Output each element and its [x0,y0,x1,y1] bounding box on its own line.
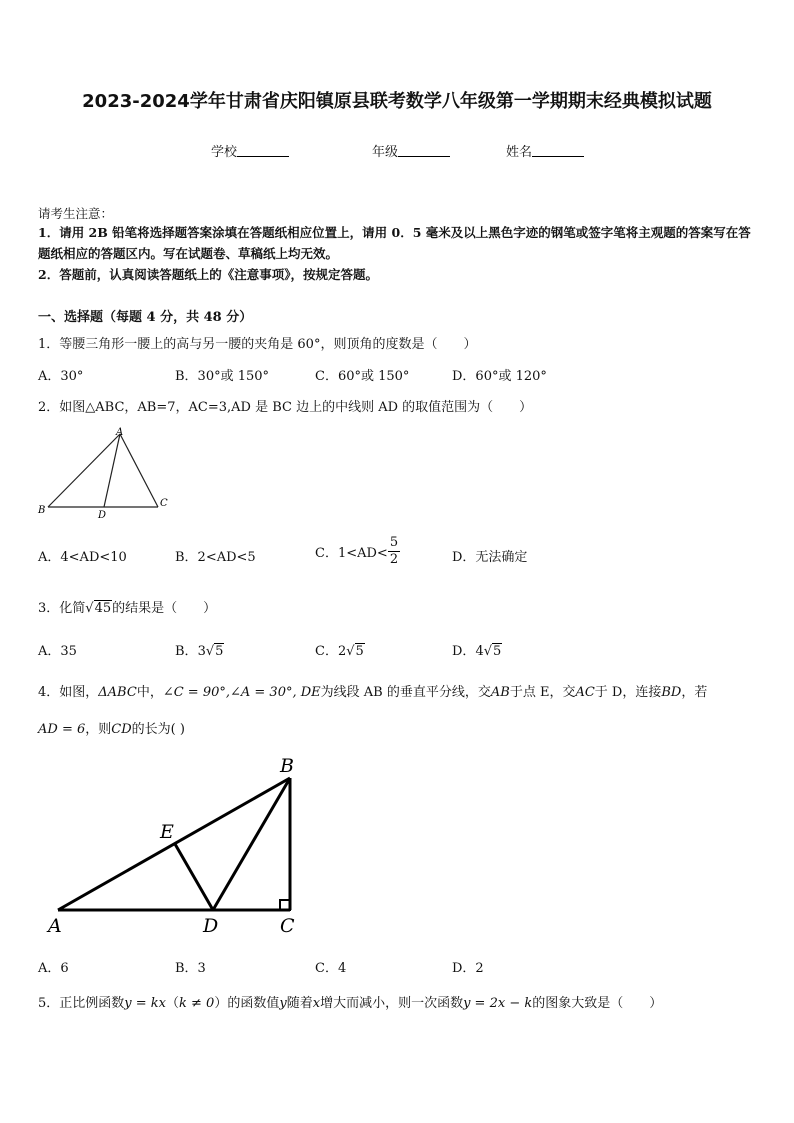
text: 中， [136,685,163,700]
name-field[interactable] [506,141,584,160]
math: y [279,996,287,1011]
q2-option-c-text: C．1<AD< [315,546,388,561]
coefficient: 2 [337,644,347,659]
section-heading: 一、选择题（每题 4 分，共 48 分） [38,310,253,325]
school-label: 学校 [211,145,238,160]
label-c: C [280,915,295,937]
q4-option-b[interactable]: B．3 [175,961,206,976]
question-1-stem: 1．等腰三角形一腰上的高与另一腰的夹角是 60°，则顶角的度数是（ ） [38,337,477,352]
q4-option-c[interactable]: C．4 [315,961,347,976]
text: 为线段 AB 的垂直平分线，交 [320,685,491,700]
grade-blank[interactable] [398,144,450,157]
sqrt-expression: √5 [483,644,502,659]
coefficient: 3 [197,644,206,659]
q2-option-c[interactable] [315,535,400,568]
q3-option-a[interactable]: A．35 [38,644,77,659]
option-label: C． [315,644,338,659]
grade-field[interactable] [372,141,450,160]
option-label: B． [175,644,198,659]
text: ）的函数值 [214,996,280,1011]
question-4-line-2 [38,718,185,737]
text: 的图象大致是（ ） [532,996,663,1011]
math: AB [490,685,510,700]
q2-option-d[interactable]: D．无法确定 [452,550,528,565]
q4-option-a[interactable]: A．6 [38,961,69,976]
name-label: 姓名 [506,145,533,160]
text: ，则 [85,722,112,737]
text: 于点 E，交 [509,685,576,700]
segment-ab [48,434,120,507]
segment-ac [120,434,158,507]
segment-de [175,844,213,910]
text: ，若 [681,685,708,700]
segment-ad [104,434,120,507]
math: ∠C = 90°,∠A = 30°, DE [162,685,321,700]
label-e: E [160,821,174,843]
q3-option-d[interactable] [452,640,502,659]
math: ΔABC [98,685,137,700]
page-title: 2023-2024学年甘肃省庆阳镇原县联考数学八年级第一学期期末经典模拟试题 [82,91,712,112]
q4-triangle-figure [40,750,320,945]
notice-heading: 请考生注意： [38,206,114,221]
text: 的长为( ) [131,722,185,737]
text: 增大而减小，则一次函数 [320,996,464,1011]
q1-option-d[interactable]: D．60°或 120° [452,369,547,384]
math: y = kx [124,996,166,1011]
q2-option-b[interactable]: B．2<AD<5 [175,550,256,565]
coefficient: 4 [475,644,484,659]
text: 4．如图， [38,685,99,700]
q2-triangle-figure [34,424,184,524]
grade-label: 年级 [372,145,399,160]
text: 于 D，连接 [594,685,662,700]
radicand: 5 [355,644,364,659]
q1-option-a[interactable]: A．30° [38,369,84,384]
math: BD [661,685,682,700]
math: CD [111,722,132,737]
name-blank[interactable] [532,144,584,157]
q3-stem-suffix: 的结果是（ ） [112,601,217,616]
q1-option-b[interactable]: B．30°或 150° [175,369,270,384]
q2-option-a[interactable]: A．4<AD<10 [38,550,127,565]
text: 5．正比例函数 [38,996,125,1011]
sqrt-expression: √45 [85,601,112,616]
question-5-stem [38,992,662,1011]
fraction [388,535,400,568]
question-4-line-1 [38,681,707,700]
math: k ≠ 0 [179,996,215,1011]
question-2-stem: 2．如图△ABC，AB=7，AC=3,AD 是 BC 边上的中线则 AD 的取值范围为（ ） [38,400,533,415]
sqrt-expression: √5 [205,644,224,659]
q4-option-d[interactable]: D．2 [452,961,484,976]
segment-bd [213,778,290,910]
notice-item-1: 1．请用 2B 铅笔将选择题答案涂填在答题纸相应位置上，请用 0．5 毫米及以上黑色字迹的钢笔或签字笔将主观题的答案写在答题纸相应的答题区内。写在试题卷、草稿纸上均无效。 [38,225,751,261]
label-a: A [116,427,124,438]
fraction-numerator: 5 [389,535,399,550]
math: x [312,996,321,1011]
text: 随着 [286,996,313,1011]
radicand: 45 [94,601,112,616]
school-blank[interactable] [237,144,289,157]
label-c: C [160,498,168,509]
q3-stem-prefix: 3．化简 [38,601,86,616]
sqrt-expression: √5 [346,644,364,659]
radicand: 5 [493,644,502,659]
radicand: 5 [215,644,224,659]
label-a: A [48,915,62,937]
label-b: B [280,755,294,777]
math: AD = 6 [38,722,86,737]
q3-option-c[interactable] [315,640,365,659]
school-field[interactable] [211,141,289,160]
label-b: B [38,505,46,516]
math: AC [575,685,595,700]
option-label: D． [452,644,476,659]
question-3-stem [38,597,216,616]
notice-item-2: 2．答题前，认真阅读答题纸上的《注意事项》，按规定答题。 [38,267,378,282]
text: （ [166,996,180,1011]
label-d: D [98,510,107,521]
q1-option-c[interactable]: C．60°或 150° [315,369,410,384]
q3-option-b[interactable] [175,640,224,659]
label-d: D [203,915,219,937]
fraction-denominator: 2 [389,552,399,567]
math: y = 2x − k [463,996,533,1011]
segment-ab [58,778,290,910]
